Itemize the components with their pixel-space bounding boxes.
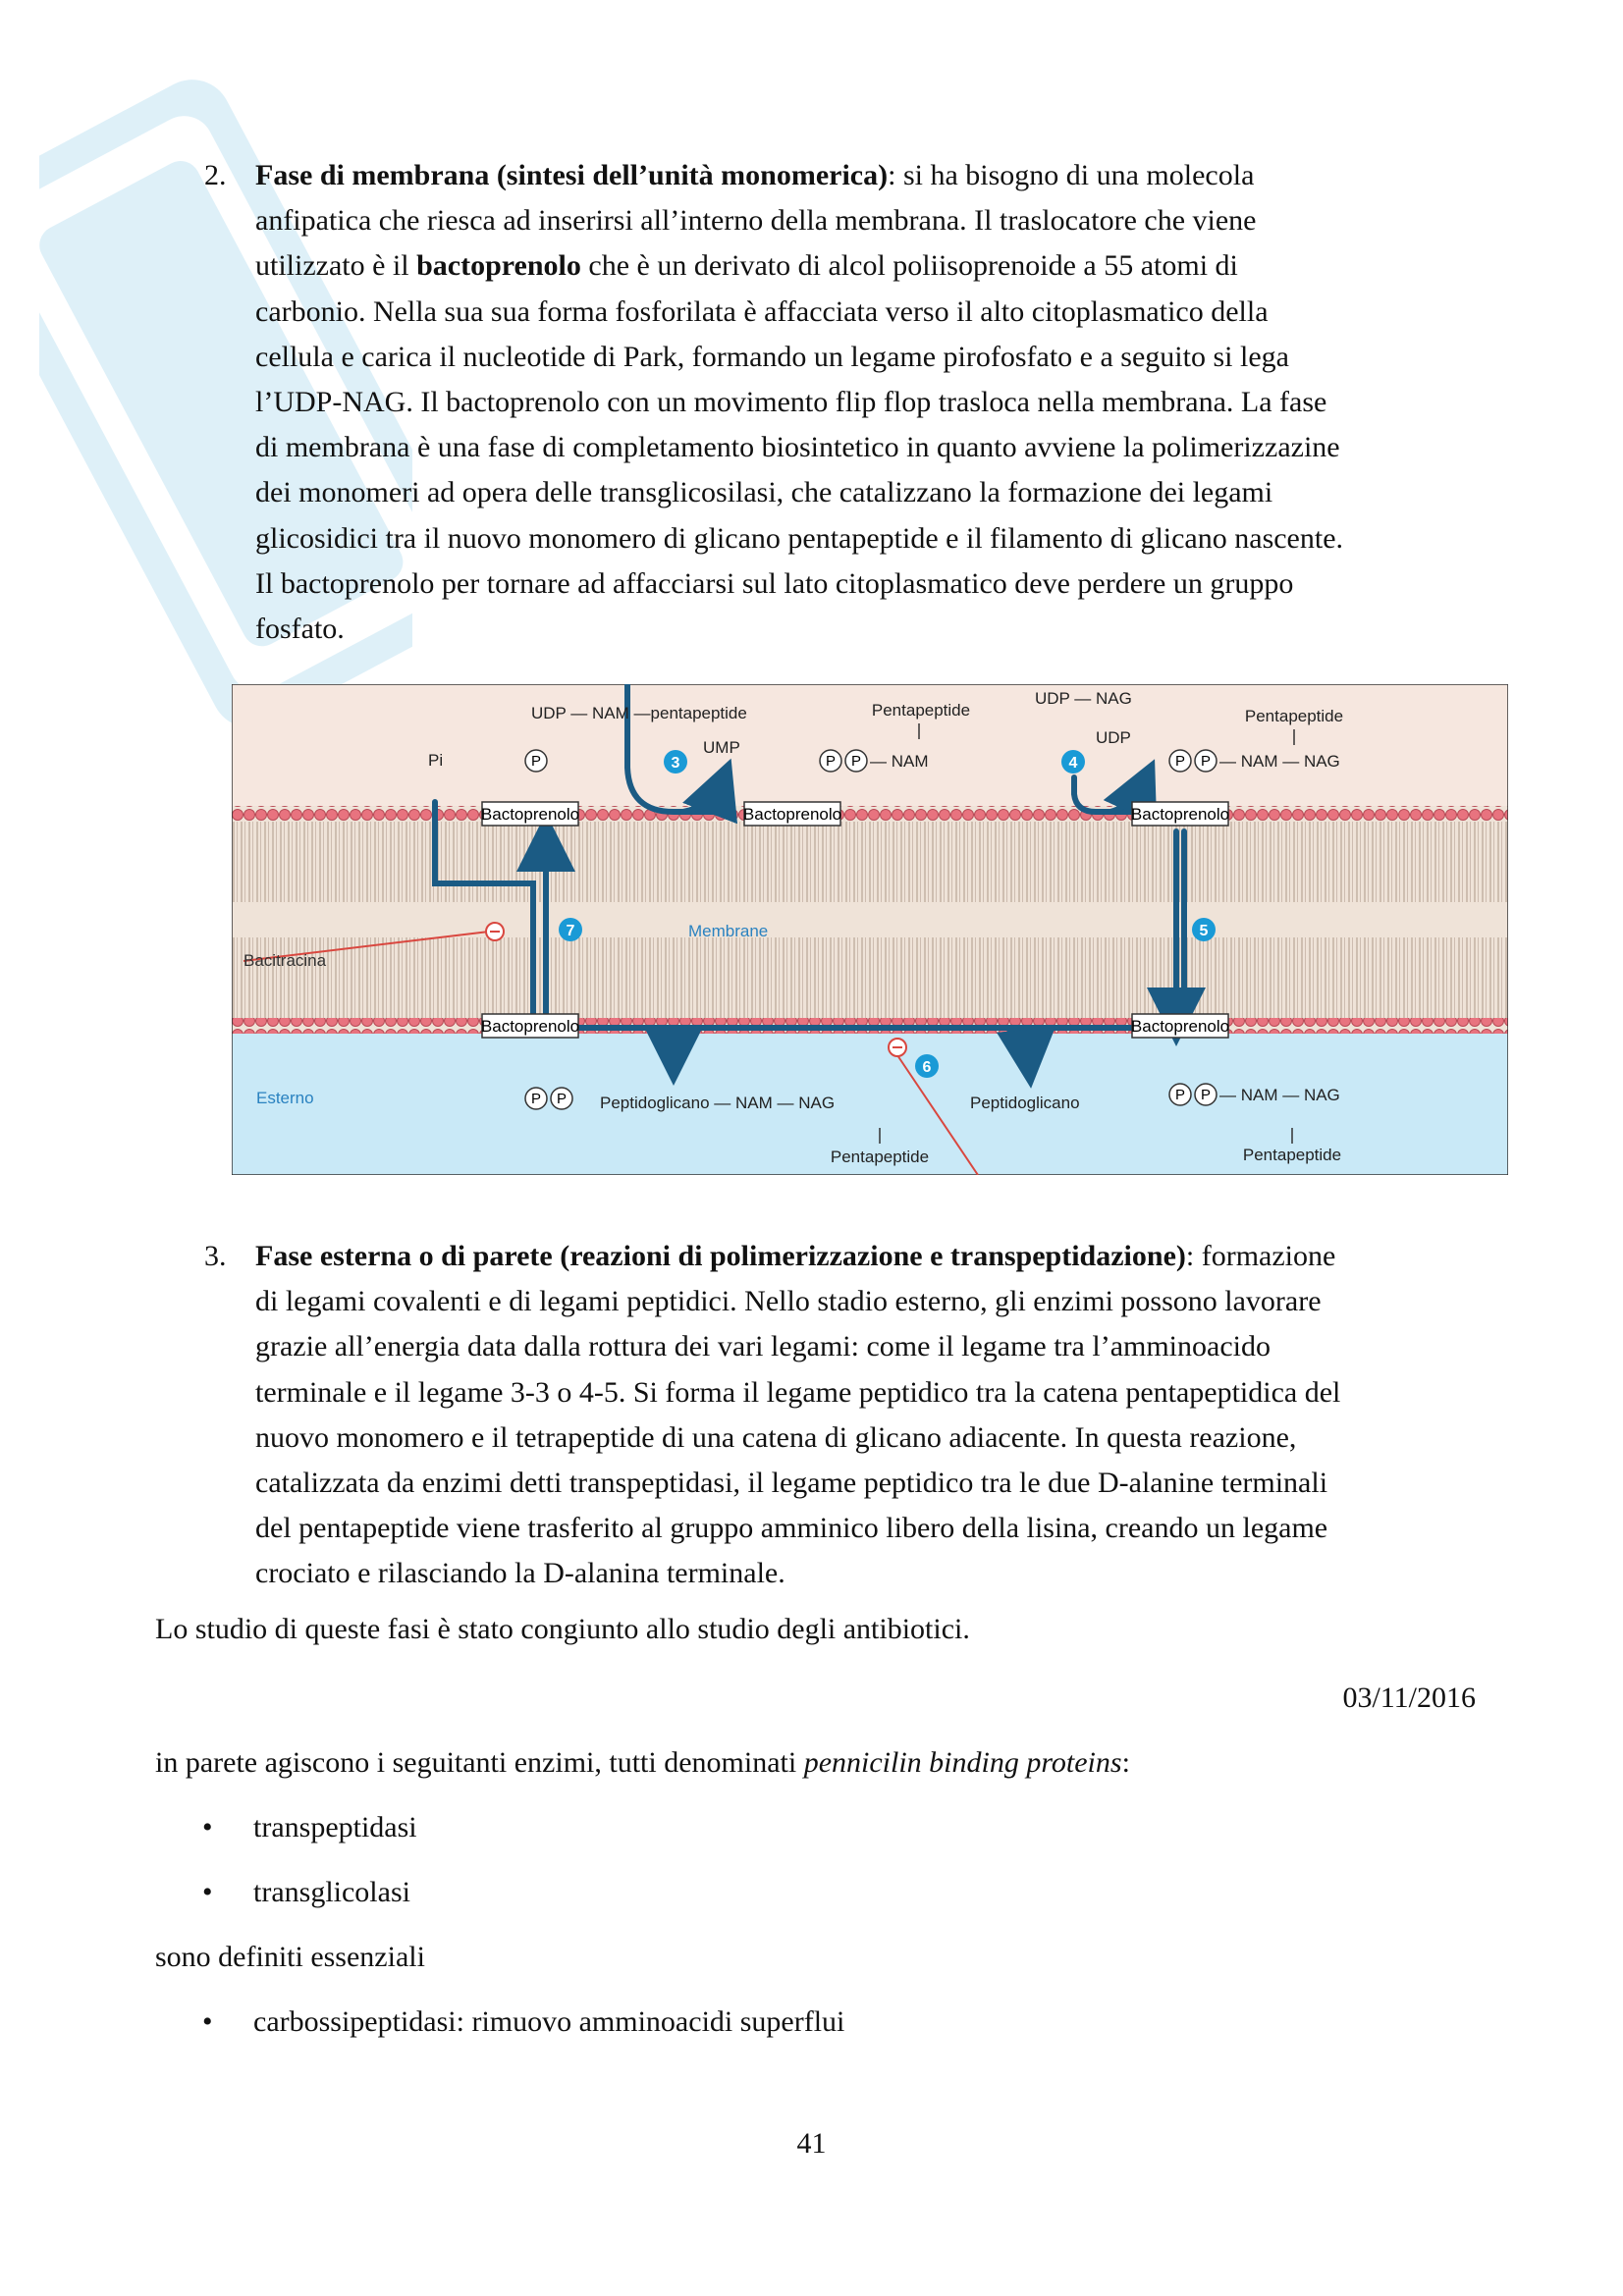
bactoprenolo-label: Bactoprenolo [480,1017,580,1036]
outer-leaflet-tails [232,822,1508,902]
membrane-label: Membrane [688,922,769,940]
list-item-text: transglicolasi [253,1876,410,1908]
step-badge-5: 5 [1199,923,1209,939]
peptidoglicano-label: Peptidoglicano [970,1094,1080,1112]
section-2-line: utilizzato è il bactoprenolo che è un derivato di alcol poliisoprenoide a 55 atomi di [255,249,1238,283]
section-3-line: del pentapeptide viene trasferito al gruppo amminico libero della lisina, creando un legame [255,1512,1328,1545]
section-2-line: l’UDP-NAG. Il bactoprenolo con un movimento flip flop trasloca nella membrana. La fase [255,385,1327,418]
lecture-date: 03/11/2016 [1342,1682,1476,1714]
list-item [202,1870,410,1915]
essential-note: sono definiti essenziali [155,1941,425,1973]
pentapeptide-bottom-label: Pentapeptide [830,1148,930,1166]
bactoprenolo-label: Bactoprenolo [1130,805,1230,824]
pentapeptide-right-top-label: Pentapeptide [1244,707,1344,725]
esterno-label: Esterno [256,1089,314,1107]
phosphate-label: P [1174,753,1186,770]
study-note: Lo studio di queste fasi è stato congiunto allo studio degli antibiotici. [155,1613,970,1645]
phosphate-label: P [530,753,542,770]
pentapeptide-right-bottom-label: Pentapeptide [1242,1146,1342,1164]
section-3-line: catalizzata da enzimi detti transpeptidasi, il legame peptidico tra le due D-alanine terminali [255,1466,1328,1499]
bactoprenolo-label: Bactoprenolo [480,805,580,824]
enzymes-intro: in parete agiscono i seguitanti enzimi, tutti denominati pennicilin binding proteins: [155,1746,1130,1779]
section-3-line: grazie all’energia data dalla rottura dei vari legami: come il legame tra l’amminoacido [255,1330,1271,1363]
phosphate-label: P [530,1091,542,1107]
phosphate-label: P [1174,1087,1186,1103]
list-item [202,2000,844,2045]
udp-nam-pentapeptide-label: UDP — NAM —pentapeptide [531,704,747,722]
section-3-text [255,1234,1481,1597]
bacitracina-label: Bacitracina [243,951,327,970]
page-number: 41 [796,2127,827,2160]
section-2-number: 2. [204,159,227,191]
pi-label: Pi [428,751,444,770]
section-3-line: nuovo monomero e il tetrapeptide di una catena di glicano adiacente. In questa reazione, [255,1420,1297,1454]
section-2-line: Il bactoprenolo per tornare ad affacciarsi sul lato citoplasmatico deve perdere un gruppo [255,566,1294,600]
bullet-icon: • [202,1876,213,1908]
p-nam-label: — NAM [870,752,929,771]
section-3-number: 3. [204,1240,227,1272]
udp-nag-label: UDP — NAG [1035,689,1132,708]
bullet-icon: • [202,1811,213,1843]
p-nam-nag-bottom-label: — NAM — NAG [1219,1086,1340,1104]
section-3-line: terminale e il legame 3-3 o 4-5. Si forma il legame peptidico tra la catena pentapeptidica del [255,1375,1341,1409]
section-2-line: di membrana è una fase di completamento biosintetico in quanto avviene la polimerizzazine [255,431,1340,464]
list-item-text: transpeptidasi [253,1811,417,1843]
phosphate-label: P [825,753,837,770]
p-nam-nag-top-label: — NAM — NAG [1219,752,1340,771]
inner-leaflet-tails [232,937,1508,1018]
membrane-phase-diagram [232,684,1508,1175]
section-3-line: crociato e rilasciando la D-alanina terminale. [255,1557,785,1590]
list-item-text: carbossipeptidasi: rimuovo amminoacidi superflui [253,2005,845,2038]
phosphate-label: P [850,753,862,770]
section-2-line: anfipatica che riesca ad inserirsi all’interno della membrana. Il traslocatore che viene [255,204,1257,238]
section-2-line: fosfato. [255,612,345,645]
lipid-heads-top [232,806,1508,822]
section-2-line: glicosidici tra il nuovo monomero di glicano pentapeptide e il filamento di glicano nascente. [255,521,1344,555]
cytoplasm-region [232,684,1508,806]
step-badge-3: 3 [671,755,680,772]
bullet-icon: • [202,2005,213,2038]
phosphate-label: P [1200,1087,1212,1103]
step-badge-7: 7 [566,923,575,939]
peptidoglicano-nam-nag-label: Peptidoglicano — NAM — NAG [600,1094,836,1112]
phosphate-label: P [1200,753,1212,770]
section-3-line: di legami covalenti e di legami peptidici. Nello stadio esterno, gli enzimi possono lavorare [255,1285,1322,1318]
section-2-line: dei monomeri ad opera delle transglicosilasi, che catalizzano la formazione dei legami [255,476,1273,509]
ump-label: UMP [703,738,740,757]
diagram-canvas [232,684,1508,1175]
bactoprenolo-label: Bactoprenolo [742,805,842,824]
section-3-line: Fase esterna o di parete (reazioni di polimerizzazione e transpeptidazione): formazione [255,1240,1336,1272]
list-item [202,1805,417,1850]
udp-label: UDP [1096,728,1131,747]
step-badge-6: 6 [922,1059,932,1076]
bactoprenolo-label: Bactoprenolo [1130,1017,1230,1036]
pentapeptide-top-label: Pentapeptide [871,701,971,720]
section-2-line: cellula e carica il nucleotide di Park, formando un legame pirofosfato e a seguito si lega [255,340,1289,373]
step-badge-4: 4 [1068,755,1078,772]
section-2-text [255,153,1481,652]
phosphate-label: P [556,1091,568,1107]
section-2-line: Fase di membrana (sintesi dell’unità monomerica): si ha bisogno di una molecola [255,159,1255,191]
section-2-line: carbonio. Nella sua sua forma fosforilata è affacciata verso il alto citoplasmatico della [255,294,1269,328]
